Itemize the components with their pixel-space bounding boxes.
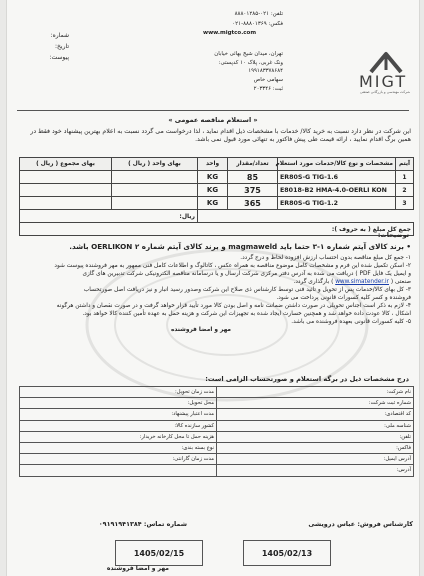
item-number: 1 xyxy=(396,171,414,184)
field-offer-validity[interactable]: مدت اعتبار پیشنهاد: xyxy=(20,409,217,420)
total-price-cell[interactable] xyxy=(20,197,112,210)
table-row xyxy=(20,431,414,442)
field-email[interactable]: آدرس ایمیل: xyxy=(217,454,414,465)
items-table xyxy=(19,157,414,236)
date-label: تاریخ: xyxy=(55,43,69,50)
field-delivery-time[interactable]: مدت زمان تحویل: xyxy=(20,387,217,398)
field-registration-number[interactable]: شماره ثبت شرکت: xyxy=(217,398,414,409)
note-text: ) بارگذاری گردد. xyxy=(293,279,334,285)
item-desc: ER80S-G TIG-1.2 xyxy=(278,197,396,210)
item-qty: 365 xyxy=(228,197,278,210)
table-row xyxy=(20,197,414,210)
col-header-total: بهای مجموع ( ریال ) xyxy=(20,158,112,171)
table-row xyxy=(20,184,414,197)
note-text: صنعتی ( xyxy=(390,279,411,285)
seller-stamp-label: مهر و امضا فروشنده xyxy=(171,327,231,333)
total-price-cell[interactable] xyxy=(20,184,112,197)
rial-total-cell[interactable]: ریال: xyxy=(20,210,198,223)
table-row xyxy=(20,171,414,184)
table-header-row xyxy=(20,158,414,171)
field-company-name[interactable]: نام شرکت: xyxy=(217,387,414,398)
brand-requirement: • برند کالای آیتم شماره ۱-۳ حتما باید magmaweld و برند کالای آیتم شماره ۲ OERLIKON باشد. xyxy=(69,242,411,251)
contact-phone-number: شماره تماس: ۰۹۱۹۱۹۴۱۳۸۴ xyxy=(98,520,187,528)
seller-signature-label: مهر و امضا فروشنده xyxy=(106,565,169,572)
field-origin-country[interactable]: کشور سازنده کالا: xyxy=(20,420,217,431)
item-unit: KG xyxy=(198,184,228,197)
document-page xyxy=(6,0,420,576)
note-line: ۱- جمع کل مبلغ مناقصه بدون احتساب ارزش افزوده لحاظ و درج گردد. xyxy=(240,255,411,261)
field-national-id[interactable]: شناسه ملی: xyxy=(217,420,414,431)
number-label: شماره: xyxy=(50,32,69,39)
field-packaging[interactable]: نوع بسته بندی: xyxy=(20,442,217,453)
table-row xyxy=(20,454,414,465)
unit-price-cell[interactable] xyxy=(112,197,198,210)
item-unit: KG xyxy=(198,171,228,184)
item-desc: ER80S-G TIG-1.6 xyxy=(278,171,396,184)
contact-block xyxy=(203,10,283,39)
note-line: ۲- اسکن تکمیل شده این فرم و مشخصات کامل موضوع مناقصه به همراه عکس ، کاتالوگ و اطلاعات کامل فنی ممهور به مهر فروشنده پیوست شود xyxy=(54,263,411,269)
notes-title: توضیحات: xyxy=(377,231,409,239)
field-shipping-cost[interactable]: هزینه حمل تا محل کارخانه خریدار: xyxy=(20,431,217,442)
item-unit: KG xyxy=(198,197,228,210)
contact-phone: تلفن: ۰۲۱-۸۸۸۰۱۲۸۵ xyxy=(234,11,283,17)
table-row xyxy=(20,465,414,476)
sales-expert: کارشناس فروش: عباس درویشی xyxy=(308,520,413,528)
note-line xyxy=(17,278,411,286)
col-header-item: آیتم xyxy=(396,158,414,171)
table-row xyxy=(20,409,414,420)
item-qty: 375 xyxy=(228,184,278,197)
item-desc: E8018-B2 HMA-4.0-OERLI KON xyxy=(278,184,396,197)
item-number: 2 xyxy=(396,184,414,197)
col-header-desc: مشخصات و نوع کالا/خدمات مورد استعلام xyxy=(278,158,396,171)
note-line: ۵- کلیه کسورات قانونی بعهده فروشنده می باشد. xyxy=(291,319,411,325)
col-header-unit-price: بهای واحد ( ریال ) xyxy=(112,158,198,171)
note-line: ۴- لازم به ذکر است اجناس تحویلی در صورت داشتن ضمانت نامه و اصل بودن کالا مورد تأیید قرار خواهد گرفت و در صورت نقصان و داشتن هرگونه xyxy=(56,303,411,309)
contact-fax: فکس: ۸۸۸۰۱۳۶۹-۰۲۱ xyxy=(232,20,283,27)
col-header-qty: تعداد/مقدار xyxy=(228,158,278,171)
table-row xyxy=(20,398,414,409)
simatender-link[interactable]: www.simatender.ir xyxy=(335,279,389,285)
tender-intro: این شرکت در نظر دارد نسبت به خرید کالا/ خدمات با مشخصات ذیل اقدام نماید ، لذا درخواست می گردد نسبت به اعلام بهترین پیشنهاد خود فقط در همین برگ اقدام نمایید ، ارائه قیمت طی پیش فاکتور به تنهائی مورد قبول نمی باشد. xyxy=(30,128,411,143)
field-warranty[interactable]: مدت زمان گارانتی: xyxy=(20,454,217,465)
letter-meta xyxy=(19,30,69,63)
field-phone[interactable]: تلفن: xyxy=(217,431,414,442)
address-line: تهران، میدان شیخ بهائی خیابان xyxy=(214,51,283,57)
requirements-table xyxy=(19,386,414,477)
notes-list xyxy=(17,254,411,334)
attachment-label: پیوست: xyxy=(49,54,69,61)
address-line: ۱۹۹۱۸۳۳۷۸۶۸۴ xyxy=(248,68,283,75)
note-line: فروشنده و کسر کلیه کسورات قانونی پرداخت می شود. xyxy=(276,295,411,301)
contact-website[interactable]: www.migtco.com xyxy=(203,30,257,36)
note-line: و ایمیل یک فایل PDF ) دریافت می شده به آدرس دفتر مرکزی شرکت ارسال و یا درسامانه مناقصه الکترونیکی شرکت تدبیرین های گازی xyxy=(82,271,411,277)
table-row xyxy=(20,387,414,398)
table-row xyxy=(20,420,414,431)
address-line: سهامی خاص xyxy=(253,77,283,84)
col-header-unit: واحد xyxy=(198,158,228,171)
total-price-cell[interactable] xyxy=(20,171,112,184)
rial-row xyxy=(20,210,414,223)
deadline-date: 1405/02/15 xyxy=(115,540,203,566)
field-fax[interactable]: فاکس: xyxy=(217,442,414,453)
note-line: ۳- کل بهای کالا/خدمات پس از تحویل و تائید فنی توسط کارشناس ذی صلاح این شرکت وصدور رسید انبار و نیز دریافت اصل صورتحساب xyxy=(83,287,411,293)
address-line: ونک غربی، پلاک ۱۰ کدپستی: xyxy=(218,59,283,66)
company-logo-text: MIGT xyxy=(359,72,408,91)
field-empty xyxy=(20,465,217,476)
total-words-cell[interactable]: جمع کل مبلغ ( به حروف ): xyxy=(20,223,414,236)
address-line: ثبت: ۲۰۳۳۴۶ xyxy=(253,85,283,92)
note-line: اشکال ، کالا عودت داده خواهد شد و همچنین خسارت ایجاد شده به تجهیزات این شرکت و هزینه حمل به عهده تأمین کننده کالا خواهد بود. xyxy=(82,311,411,317)
unit-price-cell[interactable] xyxy=(112,171,198,184)
field-economic-code[interactable]: کد اقتصادی: xyxy=(217,409,414,420)
tender-heading: « استعلام مناقصه عمومی » xyxy=(168,116,258,124)
header-divider xyxy=(17,110,409,111)
issue-date: 1405/02/13 xyxy=(243,540,331,566)
address-block xyxy=(187,50,283,94)
unit-price-cell[interactable] xyxy=(112,184,198,197)
field-address[interactable]: آدرس: xyxy=(217,465,414,476)
field-delivery-place[interactable]: محل تحویل: xyxy=(20,398,217,409)
requirements-title: درج مشخصات ذیل در برگه استعلام و صورتحساب الزامی است: xyxy=(205,375,409,383)
company-logo-subtitle: شرکت مهندسی و بازرگانی صنعتی xyxy=(359,90,411,94)
item-number: 3 xyxy=(396,197,414,210)
table-row xyxy=(20,442,414,453)
item-qty: 85 xyxy=(228,171,278,184)
